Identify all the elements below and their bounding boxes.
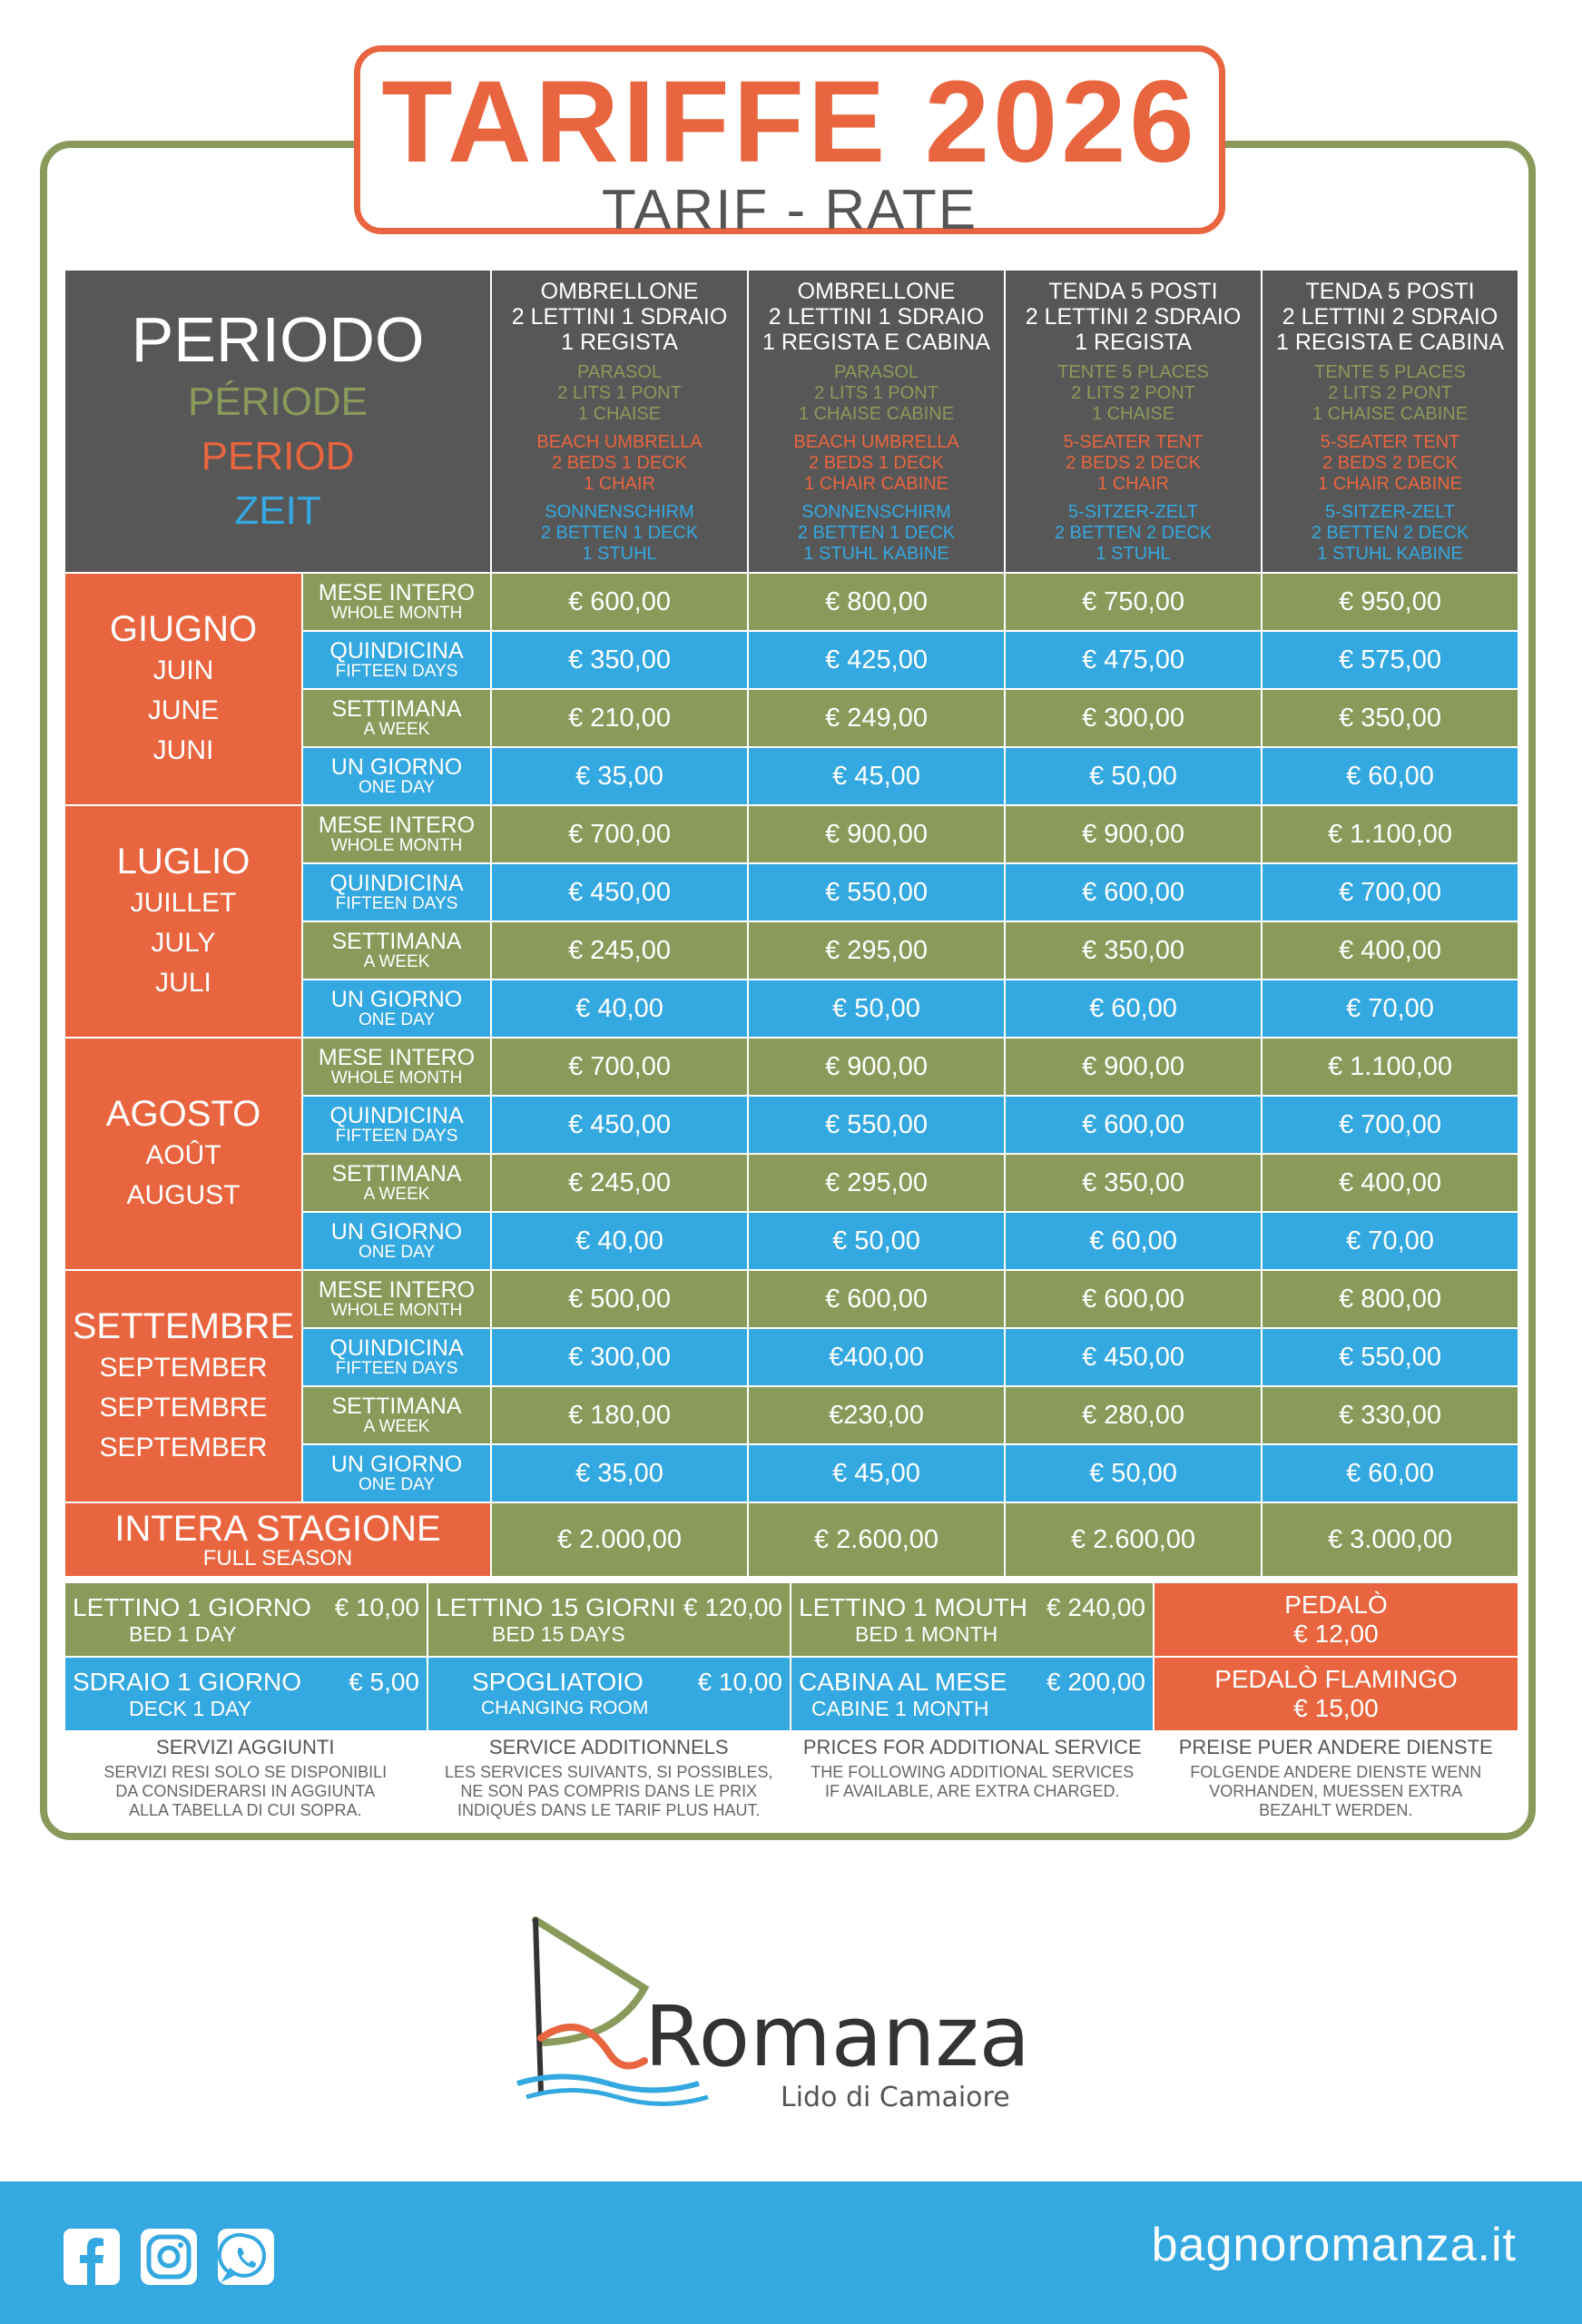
month-name: AUGUST xyxy=(126,1180,241,1210)
column-title-en xyxy=(1009,432,1257,495)
column-title-en xyxy=(496,432,743,495)
note-title: SERVICE ADDITIONNELS xyxy=(488,1736,729,1758)
duration-it: UN GIORNO xyxy=(330,1219,463,1245)
header-line: 5-SITZER-ZELT xyxy=(1325,501,1455,522)
price-cell: € 330,00 xyxy=(1262,1386,1518,1444)
website-link[interactable]: bagnoromanza.it xyxy=(1151,2219,1517,2271)
season-row xyxy=(64,1502,1518,1577)
month-name: JUNE xyxy=(147,695,220,725)
period-en: PERIOD xyxy=(201,434,355,478)
price-cell: € 280,00 xyxy=(1005,1386,1262,1444)
header-line: 2 BEDS 1 DECK xyxy=(552,452,687,473)
price-cell: € 450,00 xyxy=(1005,1328,1262,1386)
header-line: SONNENSCHIRM xyxy=(801,501,951,522)
header-line: 2 LITS 1 PONT xyxy=(557,382,682,403)
header-line: 2 LITS 1 PONT xyxy=(814,382,938,403)
duration-it: SETTIMANA xyxy=(331,1393,462,1419)
header-line: 1 CHAISE xyxy=(577,403,662,424)
price-cell: €400,00 xyxy=(748,1328,1005,1386)
extra-sub: BED 15 DAYS xyxy=(492,1622,625,1646)
header-line: 1 CHAISE CABINE xyxy=(1312,403,1469,424)
duration-cell xyxy=(302,863,491,921)
price-cell: € 500,00 xyxy=(491,1270,748,1328)
price-cell: € 60,00 xyxy=(1262,747,1518,805)
price-cell: € 70,00 xyxy=(1262,1212,1518,1270)
period-fr: PÉRIODE xyxy=(187,379,368,424)
month-name: JUIN xyxy=(152,655,214,685)
header-line: 1 REGISTA xyxy=(561,329,678,355)
extra-name: LETTINO 1 MOUTH xyxy=(799,1593,1028,1621)
header-line: 1 CHAIR CABINE xyxy=(804,473,948,494)
duration-cell xyxy=(302,1038,491,1096)
header-line: PARASOL xyxy=(834,361,919,382)
duration-cell xyxy=(302,921,491,980)
month-name: SEPTEMBER xyxy=(99,1433,268,1462)
logo-curve xyxy=(541,2027,644,2066)
price-cell: € 600,00 xyxy=(1005,863,1262,921)
month-name: SEPTEMBER xyxy=(99,1353,268,1383)
duration-en: WHOLE MONTH xyxy=(330,1301,463,1320)
duration-cell xyxy=(302,573,491,631)
price-cell: € 45,00 xyxy=(748,1444,1005,1502)
price-cell: € 950,00 xyxy=(1262,573,1518,631)
header-line: BEACH UMBRELLA xyxy=(536,431,703,452)
page-title: TARIFFE 2026 xyxy=(381,57,1198,187)
footer xyxy=(0,2181,1582,2324)
month-cell xyxy=(64,805,302,1038)
price-cell: € 180,00 xyxy=(491,1386,748,1444)
header-line: 2 BETTEN 2 DECK xyxy=(1054,522,1213,543)
extra-price: € 240,00 xyxy=(1046,1593,1145,1621)
price-cell: € 60,00 xyxy=(1005,1212,1262,1270)
price-cell: € 40,00 xyxy=(491,980,748,1038)
extra-price: € 120,00 xyxy=(683,1593,782,1621)
logo-wave-2 xyxy=(526,2091,708,2104)
season-price: € 2.600,00 xyxy=(1005,1502,1262,1577)
column-title-fr xyxy=(496,362,743,425)
extra-name: PEDALÒ FLAMINGO xyxy=(1214,1665,1458,1693)
extra-price: € 5,00 xyxy=(349,1668,419,1696)
price-cell: € 300,00 xyxy=(491,1328,748,1386)
header-line: 1 REGISTA E CABINA xyxy=(762,329,991,355)
price-cell: € 900,00 xyxy=(1005,805,1262,863)
month-name: JULI xyxy=(155,968,211,998)
period-de: ZEIT xyxy=(234,488,321,533)
price-cell: € 295,00 xyxy=(748,1154,1005,1212)
price-cell: € 50,00 xyxy=(748,980,1005,1038)
extra-sub: CHANGING ROOM xyxy=(481,1698,649,1718)
header-line: 1 CHAIR xyxy=(1097,473,1169,494)
duration-it: MESE INTERO xyxy=(318,812,476,838)
header-line: OMBRELLONE xyxy=(797,278,956,304)
duration-cell xyxy=(302,631,491,689)
month-name: LUGLIO xyxy=(116,842,251,881)
duration-cell xyxy=(302,689,491,747)
column-title-de xyxy=(752,502,1000,565)
month-name: AGOSTO xyxy=(105,1094,261,1134)
duration-it: MESE INTERO xyxy=(318,1045,476,1070)
duration-it: UN GIORNO xyxy=(330,754,463,780)
price-cell: € 600,00 xyxy=(748,1270,1005,1328)
price-cell: € 350,00 xyxy=(491,631,748,689)
duration-cell xyxy=(302,805,491,863)
season-en: FULL SEASON xyxy=(202,1546,353,1571)
header-line: 5-SEATER TENT xyxy=(1063,431,1204,452)
facebook-icon[interactable] xyxy=(64,2229,120,2285)
price-cell: € 600,00 xyxy=(1005,1096,1262,1154)
duration-it: QUINDICINA xyxy=(329,871,464,896)
header-line: 1 CHAISE CABINE xyxy=(798,403,955,424)
price-cell: € 300,00 xyxy=(1005,689,1262,747)
column-title-fr xyxy=(752,362,1000,425)
header-line: TENDA 5 POSTI xyxy=(1048,278,1218,304)
extra-pedalo-flamingo xyxy=(1154,1657,1518,1731)
extra-name: PEDALÒ xyxy=(1284,1590,1388,1619)
header-line: 2 BEDS 2 DECK xyxy=(1066,452,1201,473)
duration-it: MESE INTERO xyxy=(318,580,476,606)
header-line: 2 LITS 2 PONT xyxy=(1071,382,1195,403)
header-line: 1 CHAIR xyxy=(584,473,655,494)
price-cell: € 295,00 xyxy=(748,921,1005,980)
header-line: 2 BEDS 2 DECK xyxy=(1322,452,1458,473)
duration-en: A WEEK xyxy=(363,1417,430,1436)
column-title-fr xyxy=(1266,362,1514,425)
header-line: 1 STUHL KABINE xyxy=(803,543,949,564)
duration-it: QUINDICINA xyxy=(329,638,464,664)
duration-en: ONE DAY xyxy=(358,778,436,797)
duration-en: A WEEK xyxy=(363,952,430,971)
note-en xyxy=(791,1736,1155,1820)
duration-cell xyxy=(302,747,491,805)
header-line: 1 CHAIR CABINE xyxy=(1318,473,1462,494)
price-cell: € 700,00 xyxy=(491,805,748,863)
period-header xyxy=(64,270,491,573)
extras-table xyxy=(64,1581,1519,1732)
column-header xyxy=(748,270,1005,573)
header-line: TENTE 5 PLACES xyxy=(1057,361,1209,382)
rates-table xyxy=(64,269,1519,1578)
column-title-it xyxy=(1009,279,1257,355)
notes xyxy=(64,1736,1518,1820)
price-cell: € 600,00 xyxy=(491,573,748,631)
header-line: 1 STUHL xyxy=(582,543,657,564)
extra-name: SDRAIO 1 GIORNO xyxy=(73,1668,302,1696)
price-cell: € 45,00 xyxy=(748,747,1005,805)
price-cell: € 50,00 xyxy=(1005,747,1262,805)
price-cell: € 50,00 xyxy=(748,1212,1005,1270)
header-line: 2 LETTINI 2 SDRAIO xyxy=(1282,303,1498,330)
column-title-en xyxy=(752,432,1000,495)
extra-price: € 12,00 xyxy=(1293,1620,1379,1648)
logo-sail-stroke xyxy=(536,1920,644,2043)
month-name: JUILLET xyxy=(130,888,237,918)
extra-price: € 15,00 xyxy=(1293,1694,1379,1722)
extra-bed-15-days xyxy=(427,1582,791,1657)
header-line: 1 STUHL KABINE xyxy=(1317,543,1463,564)
price-cell: € 400,00 xyxy=(1262,921,1518,980)
column-title-de xyxy=(1266,502,1514,565)
extra-changing-room xyxy=(427,1657,791,1731)
header-line: 1 REGISTA E CABINA xyxy=(1276,329,1505,355)
note-title: PRICES FOR ADDITIONAL SERVICE xyxy=(802,1736,1142,1758)
extra-deck-1-day xyxy=(64,1657,427,1731)
price-cell: € 700,00 xyxy=(1262,863,1518,921)
price-row xyxy=(64,1270,1518,1328)
price-cell: € 475,00 xyxy=(1005,631,1262,689)
price-cell: € 350,00 xyxy=(1005,921,1262,980)
header-line: 2 BETTEN 2 DECK xyxy=(1311,522,1469,543)
extra-name: LETTINO 1 GIORNO xyxy=(73,1593,311,1621)
price-row xyxy=(64,805,1518,863)
header-line: 5-SITZER-ZELT xyxy=(1068,501,1198,522)
price-cell: € 450,00 xyxy=(491,863,748,921)
extra-sub: BED 1 DAY xyxy=(129,1622,237,1646)
price-cell: € 350,00 xyxy=(1262,689,1518,747)
column-title-it xyxy=(1266,279,1514,355)
price-cell: € 700,00 xyxy=(491,1038,748,1096)
header-line: 1 REGISTA xyxy=(1075,329,1192,355)
duration-en: WHOLE MONTH xyxy=(330,1068,463,1088)
note-line: NE SON PAS COMPRIS DANS LE PRIX xyxy=(460,1782,758,1800)
note-title: SERVIZI AGGIUNTI xyxy=(156,1736,335,1758)
duration-it: SETTIMANA xyxy=(331,1161,462,1187)
header-line: 2 BETTEN 1 DECK xyxy=(797,522,956,543)
price-cell: €230,00 xyxy=(748,1386,1005,1444)
price-cell: € 249,00 xyxy=(748,689,1005,747)
duration-it: MESE INTERO xyxy=(318,1277,476,1303)
title-box xyxy=(354,45,1225,241)
price-cell: € 35,00 xyxy=(491,1444,748,1502)
note-line: VORHANDEN, MUESSEN EXTRA xyxy=(1209,1782,1463,1800)
note-title: PREISE PUER ANDERE DIENSTE xyxy=(1178,1736,1493,1758)
column-header xyxy=(1005,270,1262,573)
price-cell: € 550,00 xyxy=(748,1096,1005,1154)
price-cell: € 425,00 xyxy=(748,631,1005,689)
price-cell: € 1.100,00 xyxy=(1262,1038,1518,1096)
logo-wordmark: Romanza xyxy=(644,1988,1031,2085)
duration-cell xyxy=(302,1328,491,1386)
extra-price: € 10,00 xyxy=(697,1668,782,1696)
extra-price: € 10,00 xyxy=(334,1593,419,1621)
price-cell: € 70,00 xyxy=(1262,980,1518,1038)
month-name: AOÛT xyxy=(145,1140,221,1170)
header-line: 1 STUHL xyxy=(1096,543,1171,564)
header-line: 5-SEATER TENT xyxy=(1320,431,1460,452)
duration-cell xyxy=(302,1444,491,1502)
header-line: SONNENSCHIRM xyxy=(545,501,694,522)
price-row xyxy=(64,1038,1518,1096)
month-name: JULY xyxy=(151,928,216,958)
price-row xyxy=(64,573,1518,631)
note-line: THE FOLLOWING ADDITIONAL SERVICES xyxy=(811,1763,1135,1781)
price-cell: € 600,00 xyxy=(1005,1270,1262,1328)
instagram-icon[interactable] xyxy=(141,2229,197,2285)
duration-it: QUINDICINA xyxy=(329,1335,464,1361)
note-line: INDIQUÉS DANS LE TARIF PLUS HAUT. xyxy=(457,1801,761,1819)
extra-sub: CABINE 1 MONTH xyxy=(811,1697,989,1720)
header-line: 2 BEDS 1 DECK xyxy=(809,452,944,473)
price-cell: € 60,00 xyxy=(1005,980,1262,1038)
price-cell: € 700,00 xyxy=(1262,1096,1518,1154)
note-line: BEZAHLT WERDEN. xyxy=(1259,1801,1413,1819)
duration-cell xyxy=(302,1212,491,1270)
header-line: PARASOL xyxy=(577,361,663,382)
header-line: 2 LETTINI 2 SDRAIO xyxy=(1025,303,1242,330)
extra-name: LETTINO 15 GIORNI xyxy=(436,1593,676,1621)
column-title-it xyxy=(752,279,1000,355)
header-line: BEACH UMBRELLA xyxy=(793,431,959,452)
duration-en: FIFTEEN DAYS xyxy=(335,662,458,681)
price-cell: € 800,00 xyxy=(748,573,1005,631)
header-line: 2 LETTINI 1 SDRAIO xyxy=(768,303,985,330)
duration-it: QUINDICINA xyxy=(329,1103,464,1128)
note-line: ALLA TABELLA DI CUI SOPRA. xyxy=(129,1801,362,1819)
season-label xyxy=(64,1502,491,1577)
duration-en: A WEEK xyxy=(363,720,430,739)
column-title-en xyxy=(1266,432,1514,495)
extra-sub: DECK 1 DAY xyxy=(129,1697,252,1720)
duration-en: FIFTEEN DAYS xyxy=(335,1359,458,1378)
duration-it: SETTIMANA xyxy=(331,929,462,954)
price-cell: € 900,00 xyxy=(1005,1038,1262,1096)
extra-bed-1-day xyxy=(64,1582,427,1657)
duration-cell xyxy=(302,1154,491,1212)
month-cell xyxy=(64,1038,302,1270)
header-line: TENTE 5 PLACES xyxy=(1314,361,1466,382)
price-cell: € 400,00 xyxy=(1262,1154,1518,1212)
column-title-de xyxy=(1009,502,1257,565)
column-header xyxy=(491,270,748,573)
price-cell: € 750,00 xyxy=(1005,573,1262,631)
note-line: SERVIZI RESI SOLO SE DISPONIBILI xyxy=(103,1763,388,1781)
month-name: GIUGNO xyxy=(109,609,258,649)
header-line: OMBRELLONE xyxy=(540,278,699,304)
extra-pedalo xyxy=(1154,1582,1518,1657)
price-cell: € 245,00 xyxy=(491,921,748,980)
note-it xyxy=(64,1736,427,1820)
duration-cell xyxy=(302,1386,491,1444)
price-cell: € 210,00 xyxy=(491,689,748,747)
duration-en: WHOLE MONTH xyxy=(330,836,463,855)
price-cell: € 1.100,00 xyxy=(1262,805,1518,863)
month-cell xyxy=(64,573,302,805)
price-cell: € 60,00 xyxy=(1262,1444,1518,1502)
note-de xyxy=(1155,1736,1518,1820)
season-price: € 3.000,00 xyxy=(1262,1502,1518,1577)
duration-en: A WEEK xyxy=(363,1185,430,1204)
duration-cell xyxy=(302,1270,491,1328)
extra-sub: BED 1 MONTH xyxy=(855,1622,998,1646)
duration-en: WHOLE MONTH xyxy=(330,604,463,623)
logo-tagline: Lido di Camaiore xyxy=(781,2082,1010,2113)
price-cell: € 900,00 xyxy=(748,805,1005,863)
romanza-logo xyxy=(508,1902,1080,2120)
month-cell xyxy=(64,1270,302,1502)
duration-it: UN GIORNO xyxy=(330,987,463,1012)
duration-it: UN GIORNO xyxy=(330,1452,463,1477)
price-cell: € 550,00 xyxy=(748,863,1005,921)
price-cell: € 350,00 xyxy=(1005,1154,1262,1212)
note-line: DA CONSIDERARSI IN AGGIUNTA xyxy=(115,1782,376,1800)
price-cell: € 550,00 xyxy=(1262,1328,1518,1386)
price-cell: € 245,00 xyxy=(491,1154,748,1212)
month-name: JUNI xyxy=(152,735,214,765)
duration-en: ONE DAY xyxy=(358,1010,436,1029)
column-header xyxy=(1262,270,1518,573)
header-line: 2 LITS 2 PONT xyxy=(1328,382,1452,403)
note-line: LES SERVICES SUIVANTS, SI POSSIBLES, xyxy=(445,1763,773,1781)
month-name: SEPTEMBRE xyxy=(99,1393,268,1423)
season-it: INTERA STAGIONE xyxy=(114,1509,441,1549)
logo-mast xyxy=(536,1920,541,2093)
header-line: 2 BETTEN 1 DECK xyxy=(540,522,699,543)
price-cell: € 40,00 xyxy=(491,1212,748,1270)
note-line: FOLGENDE ANDERE DIENSTE WENN xyxy=(1190,1763,1482,1781)
extra-name: CABINA AL MESE xyxy=(799,1668,1007,1696)
price-cell: € 450,00 xyxy=(491,1096,748,1154)
note-fr xyxy=(427,1736,791,1820)
price-cell: € 800,00 xyxy=(1262,1270,1518,1328)
column-title-de xyxy=(496,502,743,565)
season-price: € 2.600,00 xyxy=(748,1502,1005,1577)
duration-it: SETTIMANA xyxy=(331,696,462,722)
season-price: € 2.000,00 xyxy=(491,1502,748,1577)
price-cell: € 35,00 xyxy=(491,747,748,805)
extra-name: SPOGLIATOIO xyxy=(472,1668,644,1696)
extra-cabin-month xyxy=(791,1657,1154,1731)
extra-bed-1-month xyxy=(791,1582,1154,1657)
extra-price: € 200,00 xyxy=(1046,1668,1145,1696)
duration-en: ONE DAY xyxy=(358,1243,436,1262)
page-subtitle: TARIF - RATE xyxy=(601,179,978,241)
column-title-fr xyxy=(1009,362,1257,425)
duration-en: FIFTEEN DAYS xyxy=(335,1127,458,1146)
whatsapp-icon[interactable] xyxy=(218,2229,274,2285)
price-cell: € 900,00 xyxy=(748,1038,1005,1096)
header-line: TENDA 5 POSTI xyxy=(1305,278,1475,304)
month-name: SETTEMBRE xyxy=(72,1306,295,1346)
duration-cell xyxy=(302,980,491,1038)
period-it: PERIODO xyxy=(131,304,425,375)
column-title-it xyxy=(496,279,743,355)
header-line: 1 CHAISE xyxy=(1091,403,1175,424)
duration-en: ONE DAY xyxy=(358,1475,436,1494)
duration-en: FIFTEEN DAYS xyxy=(335,894,458,913)
note-line: IF AVAILABLE, ARE EXTRA CHARGED. xyxy=(825,1782,1120,1800)
price-cell: € 575,00 xyxy=(1262,631,1518,689)
price-cell: € 50,00 xyxy=(1005,1444,1262,1502)
duration-cell xyxy=(302,1096,491,1154)
header-line: 2 LETTINI 1 SDRAIO xyxy=(511,303,728,330)
